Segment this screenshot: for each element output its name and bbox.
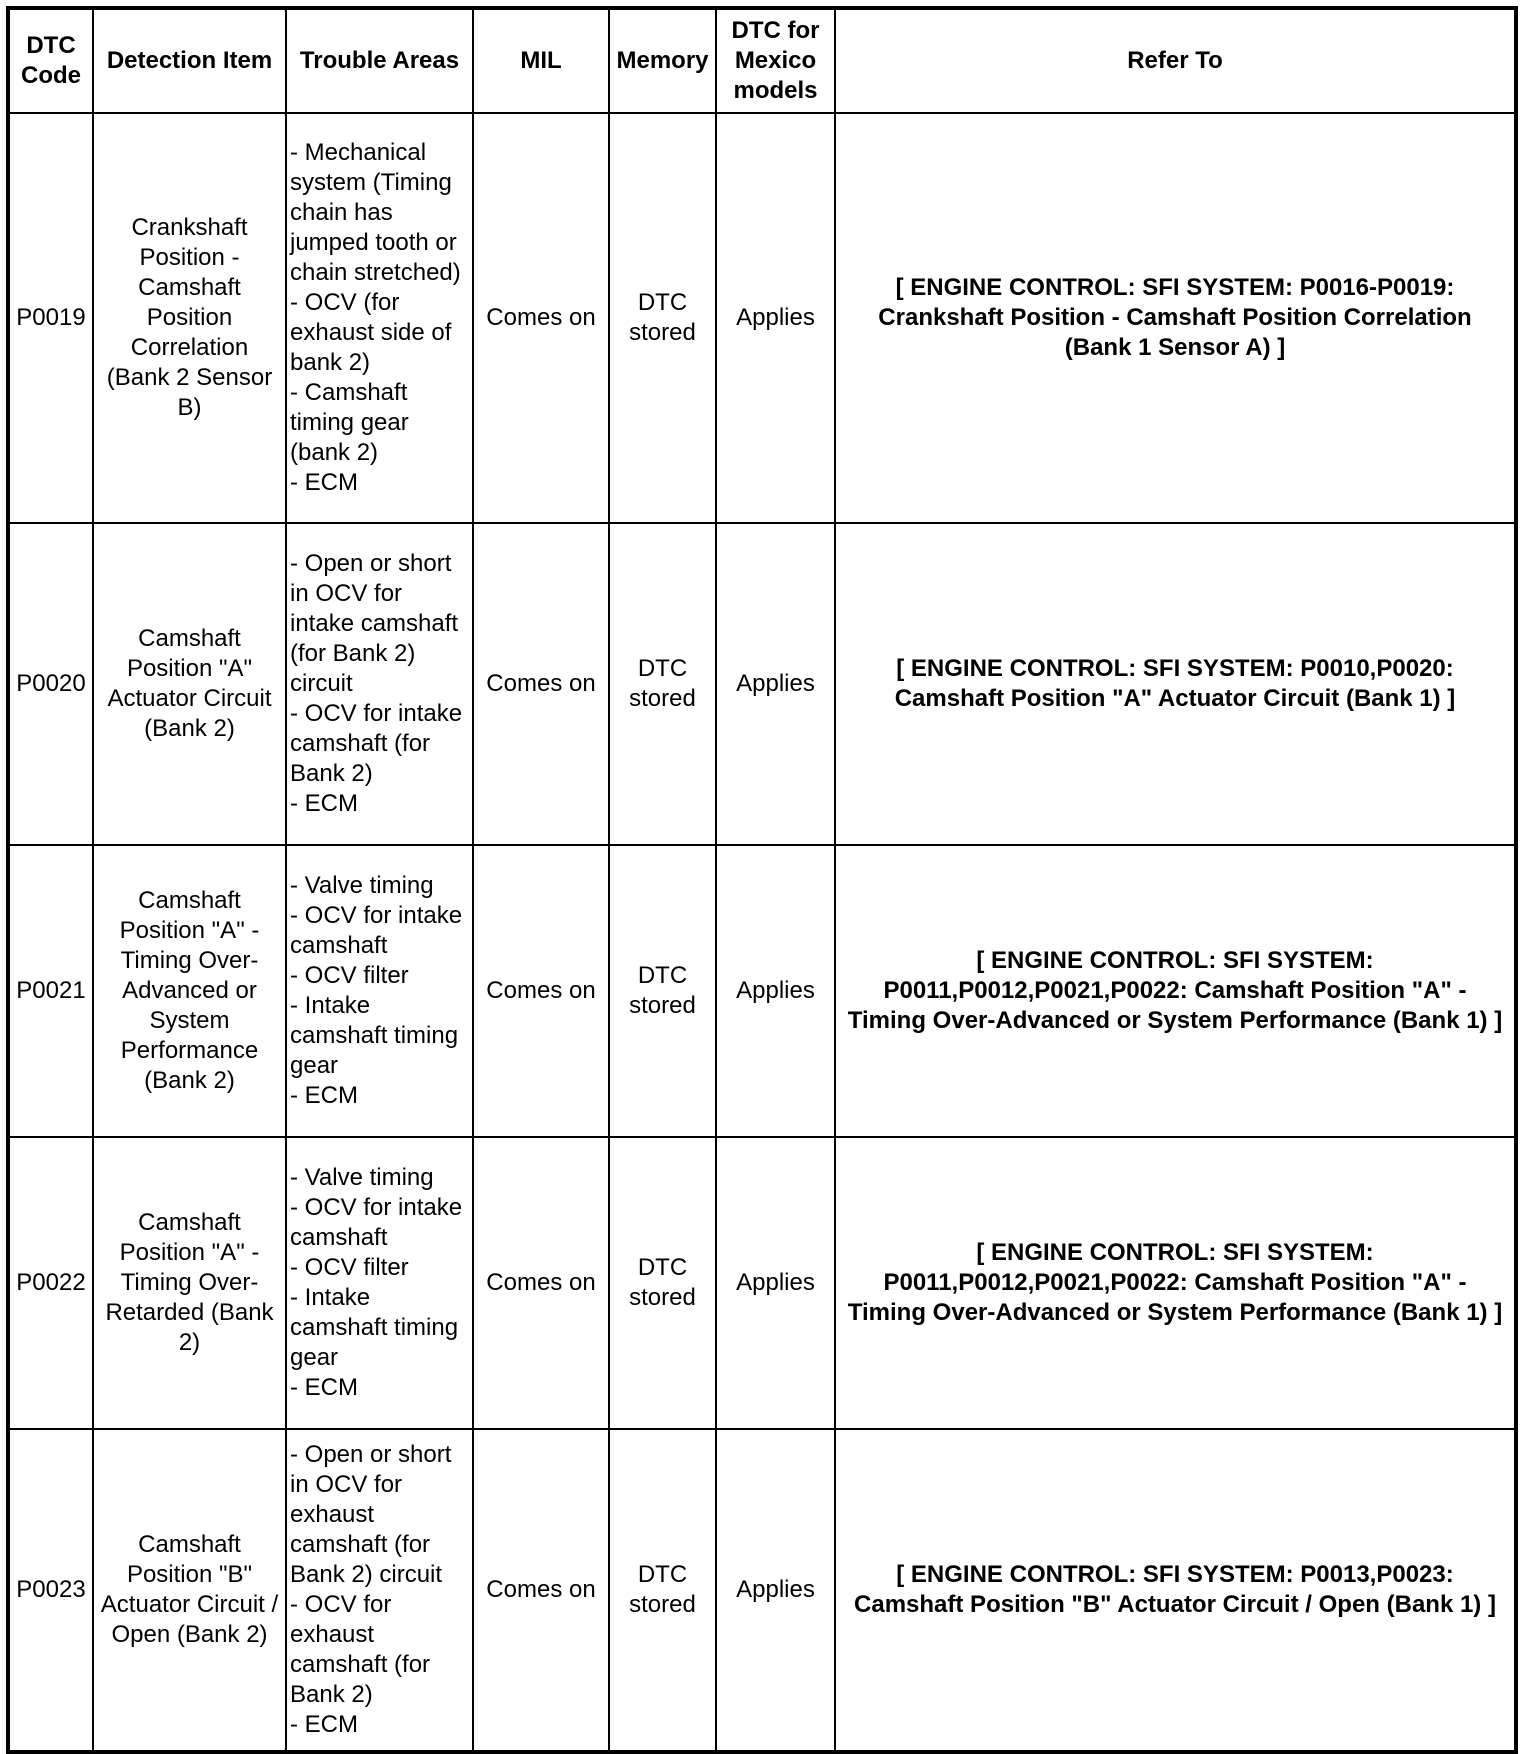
memory-cell: DTC stored <box>609 1137 716 1429</box>
memory-cell: DTC stored <box>609 523 716 845</box>
refer-to-link[interactable]: [ ENGINE CONTROL: SFI SYSTEM: P0013,P0023: Camshaft Position "B" Actuator Circuit / Open (Bank 1) ] <box>835 1429 1516 1752</box>
trouble-areas-cell: - Valve timing - OCV for intake camshaft - OCV filter - Intake camshaft timing gear - ECM <box>286 1137 473 1429</box>
mexico-cell: Applies <box>716 1429 835 1752</box>
detection-item-cell: Camshaft Position "A" - Timing Over-Advanced or System Performance (Bank 2) <box>93 845 286 1137</box>
memory-cell: DTC stored <box>609 113 716 523</box>
dtc-code-cell: P0023 <box>8 1429 93 1752</box>
dtc-code-cell: P0020 <box>8 523 93 845</box>
table-row <box>8 845 1516 1137</box>
header-row <box>8 8 1516 113</box>
header-mexico-models: DTC for Mexico models <box>716 8 835 113</box>
memory-cell: DTC stored <box>609 845 716 1137</box>
trouble-areas-cell: - Valve timing - OCV for intake camshaft - OCV filter - Intake camshaft timing gear - ECM <box>286 845 473 1137</box>
dtc-table <box>6 6 1518 1754</box>
mil-cell: Comes on <box>473 113 609 523</box>
memory-cell: DTC stored <box>609 1429 716 1752</box>
mil-cell: Comes on <box>473 1137 609 1429</box>
dtc-code-cell: P0019 <box>8 113 93 523</box>
mexico-cell: Applies <box>716 845 835 1137</box>
refer-to-link[interactable]: [ ENGINE CONTROL: SFI SYSTEM: P0011,P0012,P0021,P0022: Camshaft Position "A" - Timing Over-Advanced or System Performance (Bank 1) ] <box>835 845 1516 1137</box>
refer-to-link[interactable]: [ ENGINE CONTROL: SFI SYSTEM: P0016-P0019: Crankshaft Position - Camshaft Position Correlation (Bank 1 Sensor A) ] <box>835 113 1516 523</box>
mil-cell: Comes on <box>473 845 609 1137</box>
dtc-code-cell: P0021 <box>8 845 93 1137</box>
table-row <box>8 113 1516 523</box>
header-detection-item: Detection Item <box>93 8 286 113</box>
header-memory: Memory <box>609 8 716 113</box>
table-row <box>8 523 1516 845</box>
header-dtc-code: DTC Code <box>8 8 93 113</box>
detection-item-cell: Crankshaft Position - Camshaft Position Correlation (Bank 2 Sensor B) <box>93 113 286 523</box>
trouble-areas-cell: - Open or short in OCV for intake camshaft (for Bank 2) circuit - OCV for intake camshaft (for Bank 2) - ECM <box>286 523 473 845</box>
refer-to-link[interactable]: [ ENGINE CONTROL: SFI SYSTEM: P0011,P0012,P0021,P0022: Camshaft Position "A" - Timing Over-Advanced or System Performance (Bank 1) ] <box>835 1137 1516 1429</box>
table-row <box>8 1429 1516 1752</box>
refer-to-link[interactable]: [ ENGINE CONTROL: SFI SYSTEM: P0010,P0020: Camshaft Position "A" Actuator Circuit (Bank 1) ] <box>835 523 1516 845</box>
mexico-cell: Applies <box>716 1137 835 1429</box>
header-refer-to: Refer To <box>835 8 1516 113</box>
mil-cell: Comes on <box>473 1429 609 1752</box>
trouble-areas-cell: - Mechanical system (Timing chain has jumped tooth or chain stretched) - OCV (for exhaust side of bank 2) - Camshaft timing gear (bank 2) - ECM <box>286 113 473 523</box>
header-mil: MIL <box>473 8 609 113</box>
trouble-areas-cell: - Open or short in OCV for exhaust camshaft (for Bank 2) circuit - OCV for exhaust camshaft (for Bank 2) - ECM <box>286 1429 473 1752</box>
mexico-cell: Applies <box>716 113 835 523</box>
table-row <box>8 1137 1516 1429</box>
detection-item-cell: Camshaft Position "A" - Timing Over-Retarded (Bank 2) <box>93 1137 286 1429</box>
mil-cell: Comes on <box>473 523 609 845</box>
detection-item-cell: Camshaft Position "B" Actuator Circuit / Open (Bank 2) <box>93 1429 286 1752</box>
header-trouble-areas: Trouble Areas <box>286 8 473 113</box>
dtc-code-cell: P0022 <box>8 1137 93 1429</box>
detection-item-cell: Camshaft Position "A" Actuator Circuit (Bank 2) <box>93 523 286 845</box>
mexico-cell: Applies <box>716 523 835 845</box>
